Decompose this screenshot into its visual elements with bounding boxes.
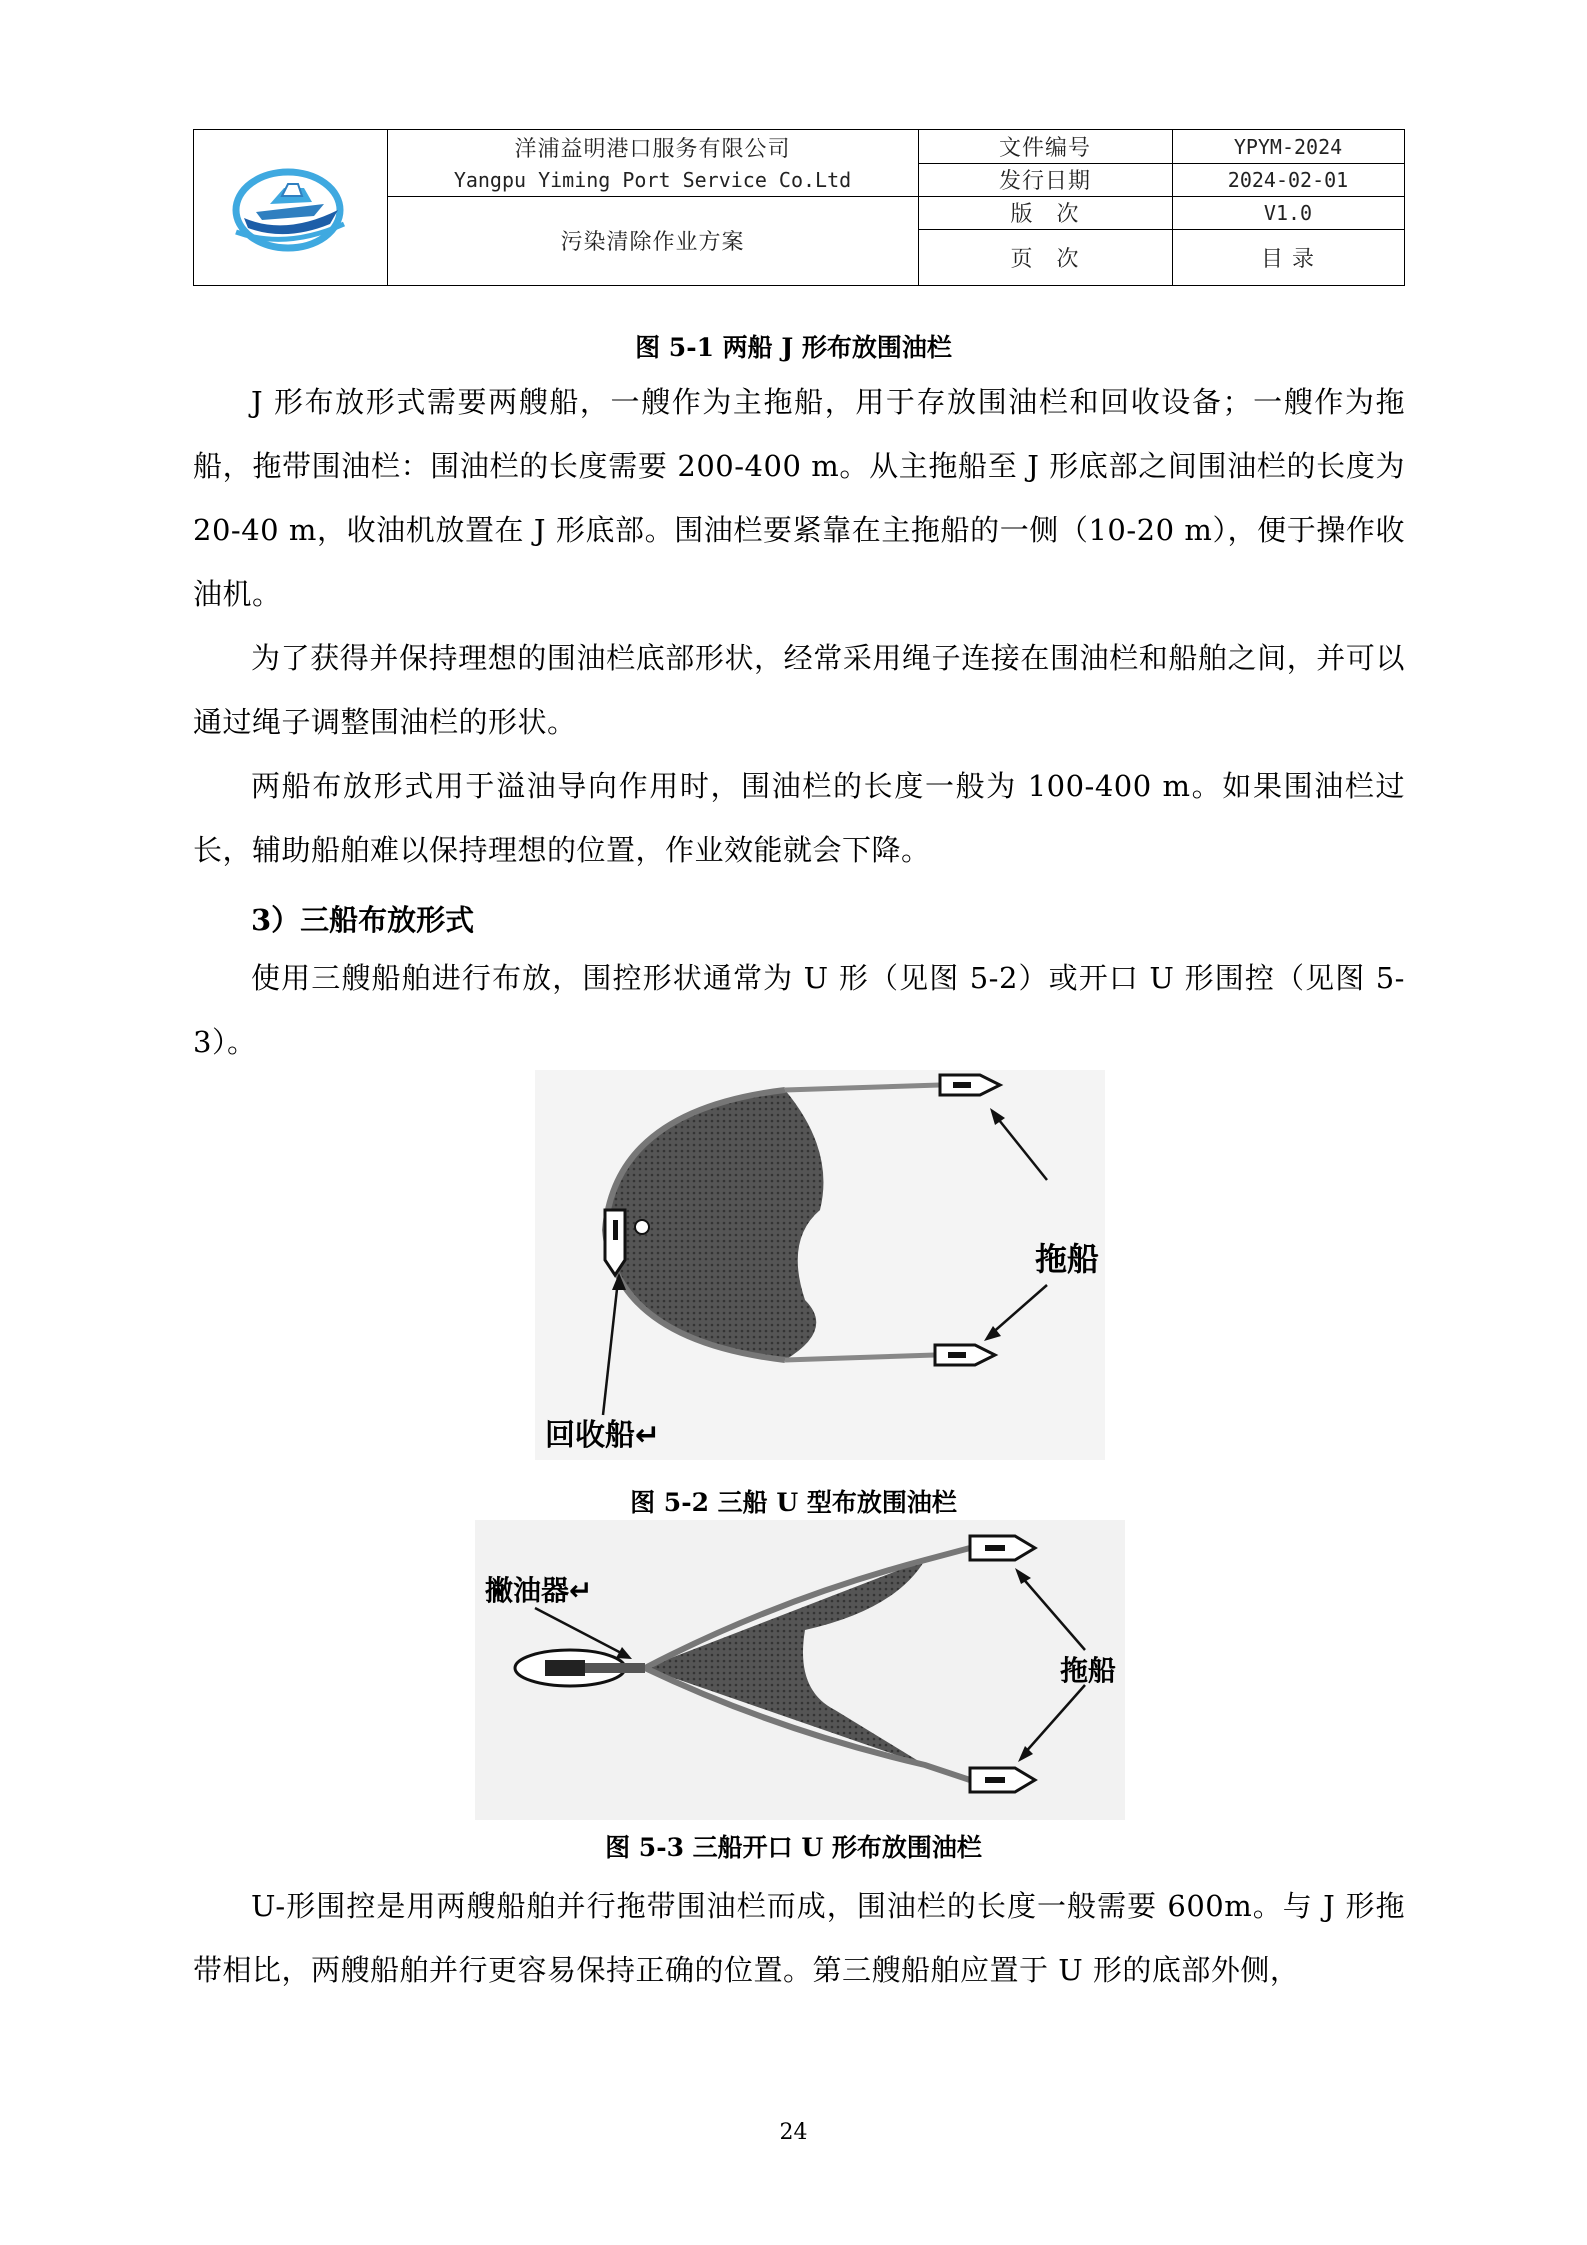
skimmer-label: 撇油器↵ — [485, 1574, 593, 1607]
company-logo — [194, 130, 387, 285]
figure-5-3-caption: 图 5-3 三船开口 U 形布放围油栏 — [605, 1833, 982, 1862]
paragraph-two-ship-guidance: 两船布放形式用于溢油导向作用时，围油栏的长度一般为 100-400 m。如果围油栏过长，辅助船舶难以保持理想的位置，作业效能就会下降。 — [193, 769, 1405, 867]
issue-date-label: 发行日期 — [998, 169, 1091, 194]
version-value: V1.0 — [1263, 200, 1313, 225]
figure-5-3-open-u-boom — [475, 1520, 1125, 1820]
tug-label: 拖船 — [1035, 1240, 1100, 1278]
page-label: 页 次 — [1010, 246, 1080, 272]
file-no-value: YPYM-2024 — [1233, 134, 1343, 159]
version-label: 版 次 — [1010, 202, 1080, 227]
company-name-en: Yangpu Yiming Port Service Co.Ltd — [453, 168, 852, 192]
section-heading-three-ship: 3）三船布放形式 — [251, 903, 475, 937]
issue-date-value: 2024-02-01 — [1227, 167, 1349, 192]
document-header-table — [193, 129, 1405, 286]
document-title: 污染清除作业方案 — [560, 230, 745, 255]
figure-5-2-u-boom — [535, 1070, 1105, 1460]
figure-5-1-caption: 图 5-1 两船 J 形布放围油栏 — [635, 333, 952, 362]
company-name-cn: 洋浦益明港口服务有限公司 — [514, 136, 791, 162]
ship-logo-icon — [226, 158, 356, 258]
paragraph-u-formation: U-形围控是用两艘船舶并行拖带围油栏而成，围油栏的长度一般需要 600m。与 J 形拖带相比，两艘船舶并行更容易保持正确的位置。第三艘船舶应置于 U 形的底部外侧， — [193, 1889, 1405, 1987]
page-value: 目 录 — [1261, 246, 1315, 272]
figure-5-2-caption: 图 5-2 三船 U 型布放围油栏 — [630, 1488, 957, 1517]
page-number: 24 — [779, 2120, 808, 2145]
recovery-vessel-label: 回收船↵ — [545, 1418, 661, 1453]
file-no-label: 文件编号 — [998, 136, 1091, 161]
paragraph-three-ship-intro: 使用三艘船舶进行布放，围控形状通常为 U 形（见图 5-2）或开口 U 形围控（见图 5-3）。 — [193, 961, 1405, 1059]
tug-label: 拖船 — [1060, 1654, 1117, 1687]
paragraph-rope-adjust: 为了获得并保持理想的围油栏底部形状，经常采用绳子连接在围油栏和船舶之间，并可以通过绳子调整围油栏的形状。 — [193, 641, 1405, 739]
paragraph-j-formation: J 形布放形式需要两艘船，一艘作为主拖船，用于存放围油栏和回收设备；一艘作为拖船，拖带围油栏：围油栏的长度需要 200-400 m。从主拖船至 J 形底部之间围油栏的长度为 20-40 m，收油机放置在 J 形底部。围油栏要紧靠在主拖船的一侧（10-20 m），便于操作收油机。 — [193, 385, 1405, 611]
